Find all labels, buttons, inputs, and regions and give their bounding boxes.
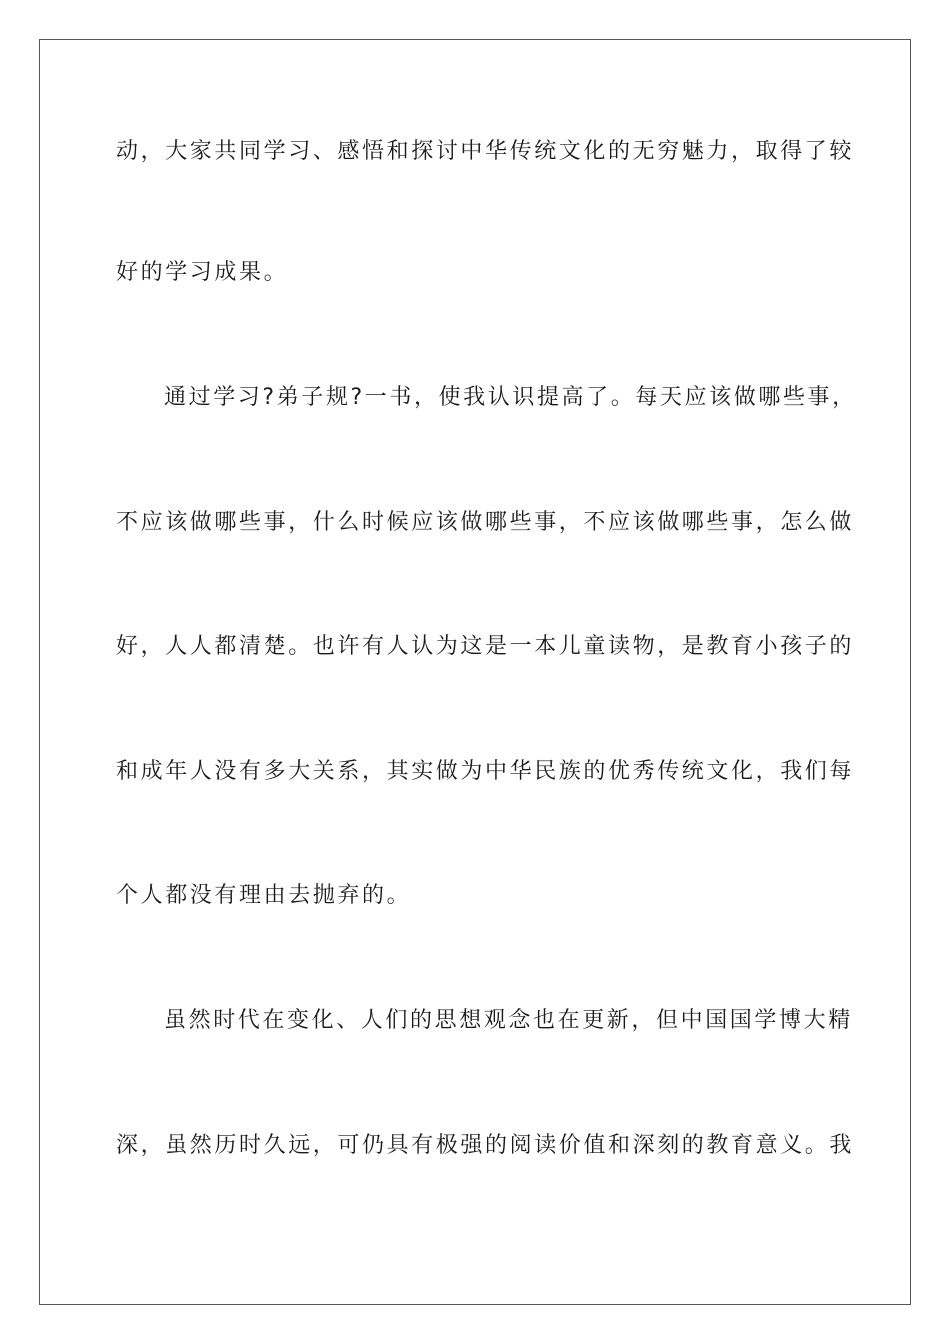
text-line-7: 个人都没有理由去抛弃的。 bbox=[116, 883, 412, 908]
text-line-6: 和成年人没有多大关系，其实做为中华民族的优秀传统文化，我们每 bbox=[116, 759, 855, 784]
text-line-9: 深，虽然历时久远，可仍具有极强的阅读价值和深刻的教育意义。我 bbox=[116, 1133, 855, 1158]
text-line-4: 不应该做哪些事，什么时候应该做哪些事，不应该做哪些事，怎么做 bbox=[116, 510, 855, 535]
page-border bbox=[39, 39, 911, 1305]
text-line-2: 好的学习成果。 bbox=[116, 260, 289, 285]
text-line-1: 动，大家共同学习、感悟和探讨中华传统文化的无穷魅力，取得了较 bbox=[116, 139, 855, 164]
text-line-8: 虽然时代在变化、人们的思想观念也在更新，但中国国学博大精 bbox=[164, 1008, 853, 1033]
text-line-3: 通过学习?弟子规?一书，使我认识提高了。每天应该做哪些事， bbox=[164, 385, 857, 410]
text-line-5: 好，人人都清楚。也许有人认为这是一本儿童读物，是教育小孩子的 bbox=[116, 634, 855, 659]
